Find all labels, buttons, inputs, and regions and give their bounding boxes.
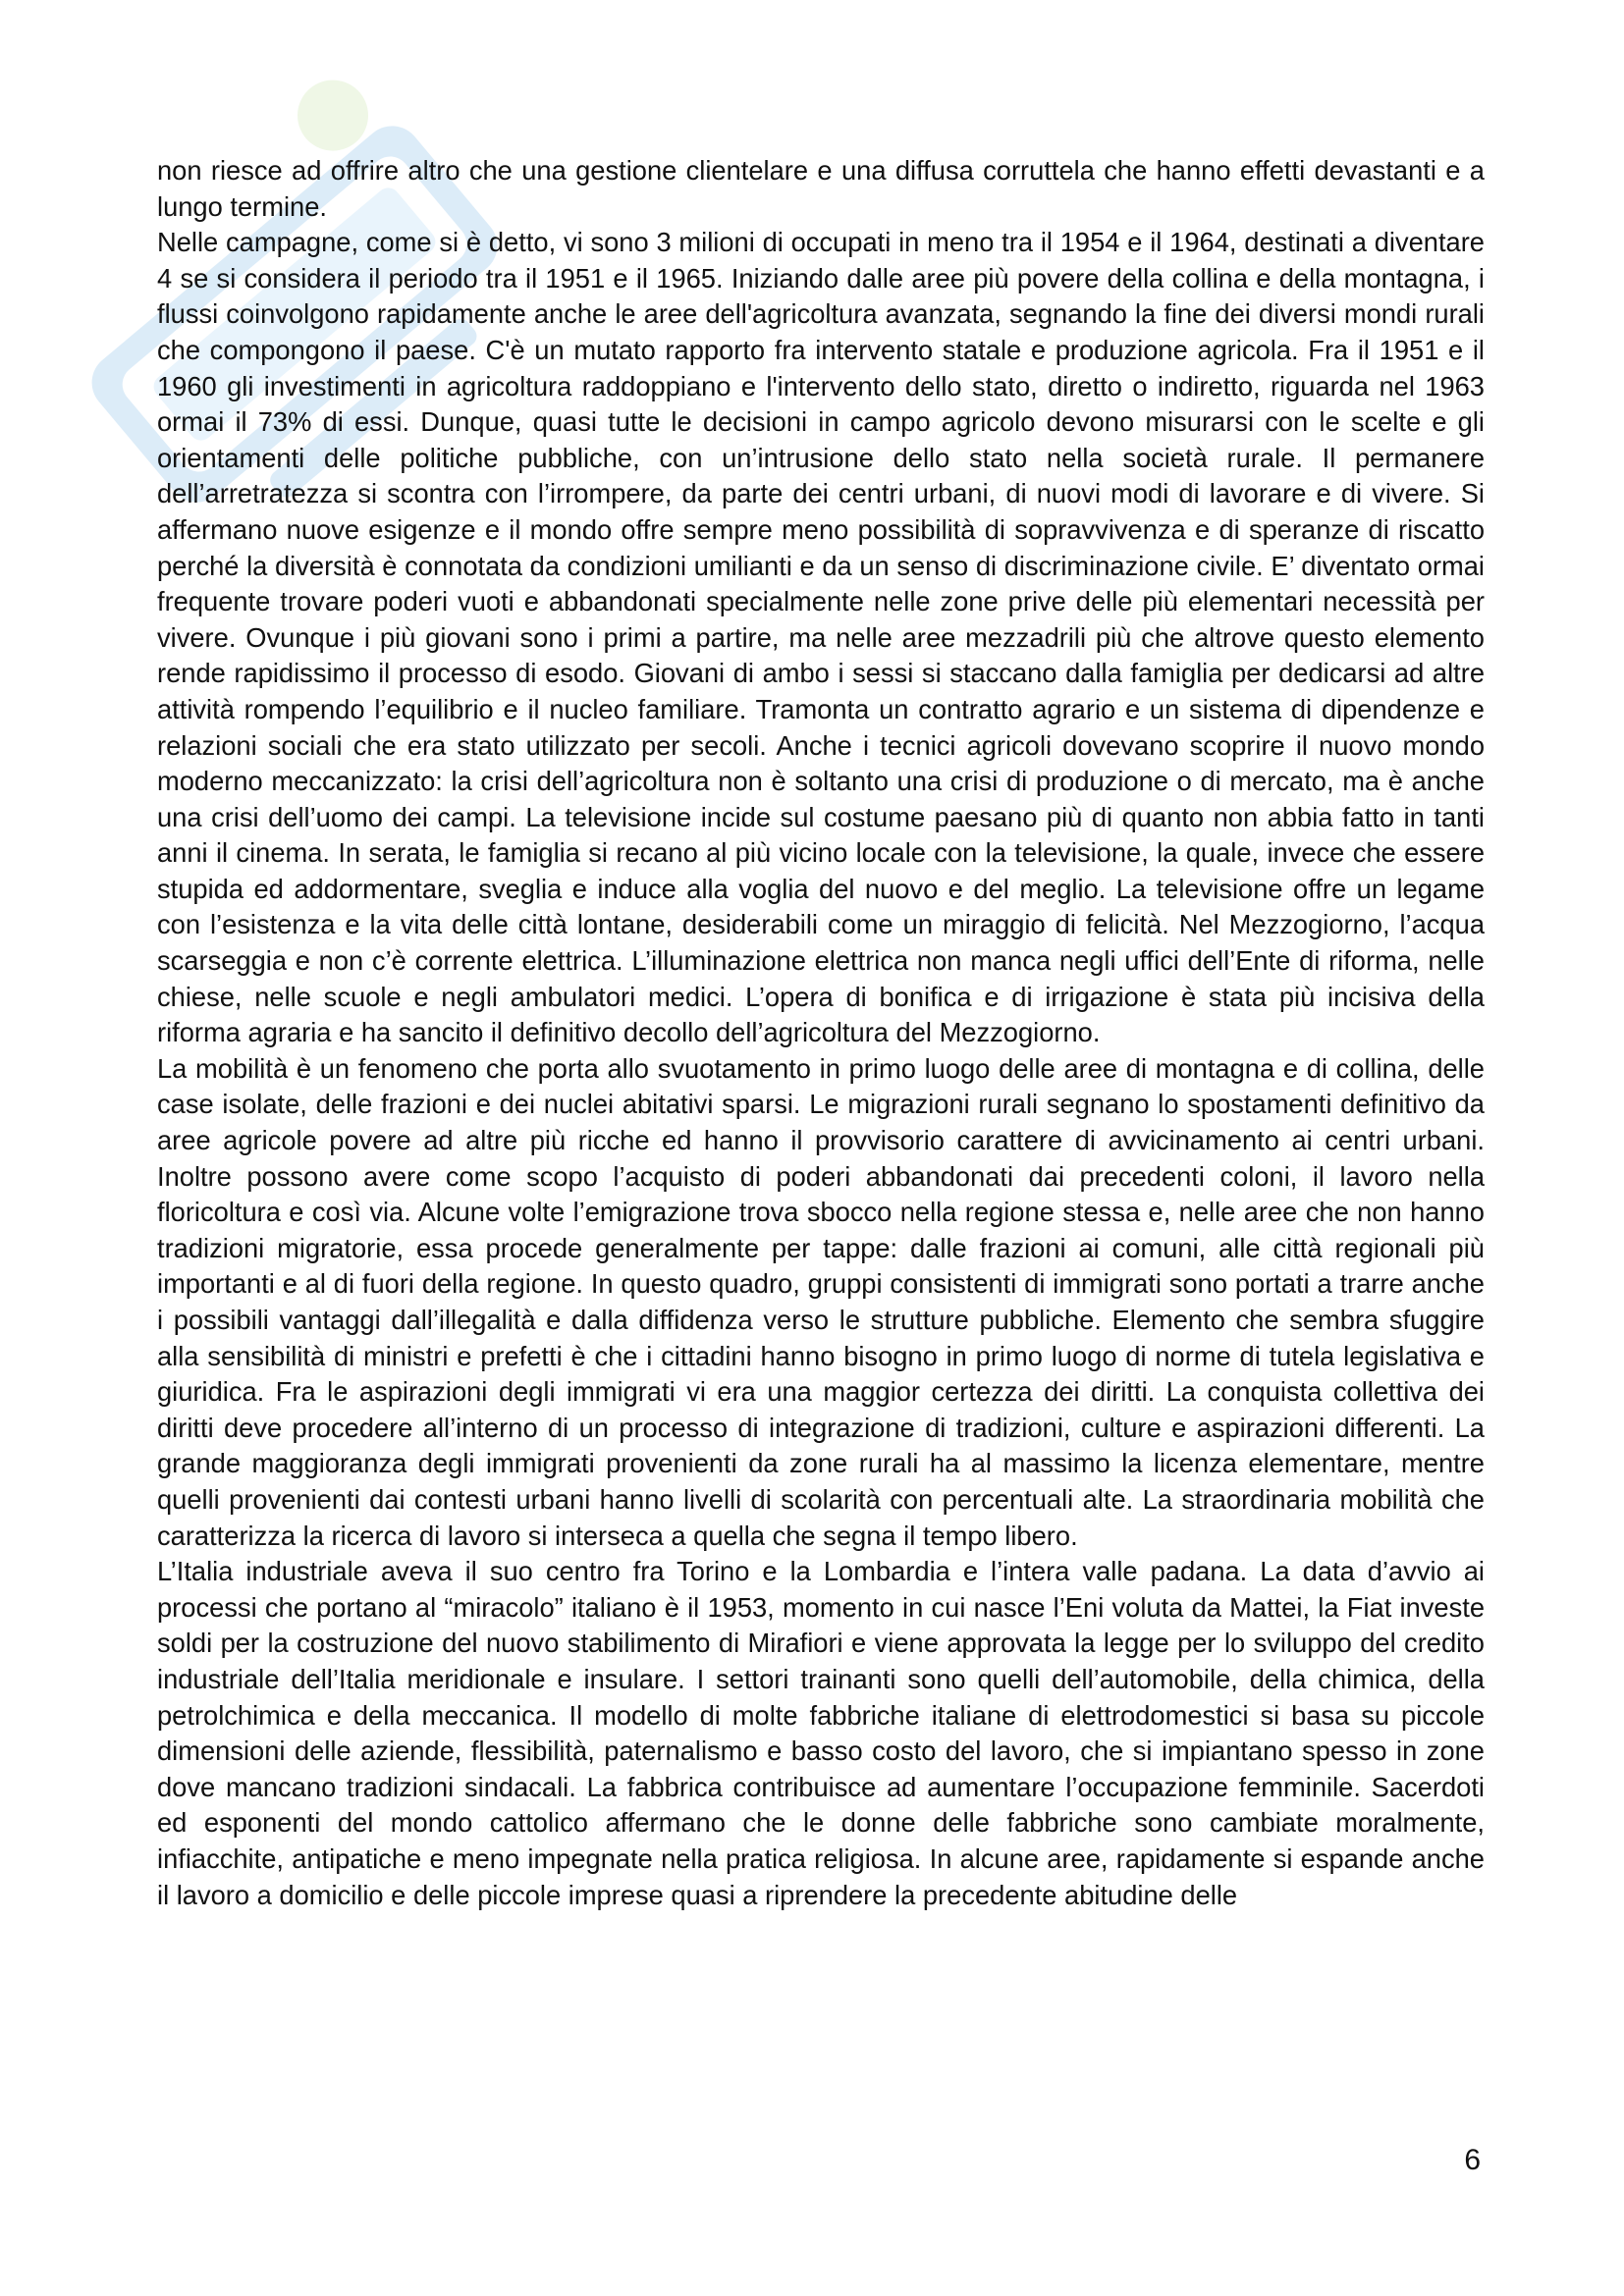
paragraph: non riesce ad offrire altro che una gestione clientelare e una diffusa corruttela che hanno effetti devastanti e a lungo termine. [157,155,1485,222]
page-number: 6 [1464,2144,1481,2176]
paragraph: Nelle campagne, come si è detto, vi sono 3 milioni di occupati in meno tra il 1954 e il 1964, destinati a diventare 4 se si considera il periodo tra il 1951 e il 1965. Iniziando dalle aree più povere della collina e della montagna, i flussi coinvolgono rapidamente anche le aree dell'agricoltura avanzata, segnando la fine dei diversi mondi rurali che compongono il paese. C'è un mutato rapporto fra intervento statale e produzione agricola. Fra il 1951 e il 1960 gli investimenti in agricoltura raddoppiano e l'intervento dello stato, diretto o indiretto, riguarda nel 1963 ormai il 73% di essi. Dunque, quasi tutte le decisioni in campo agricolo devono misurarsi con le scelte e gli orientamenti delle politiche pubbliche, con un’intrusione dello stato nella società rurale. Il permanere dell’arretratezza si scontra con l’irrompere, da parte dei centri urbani, di nuovi modi di lavorare e di vivere. Si affermano nuove esigenze e il mondo offre sempre meno possibilità di sopravvivenza e di speranze di riscatto perché la diversità è connotata da condizioni umilianti e da un senso di discriminazione civile. E’ diventato ormai frequente trovare poderi vuoti e abbandonati specialmente nelle zone prive delle più elementari necessità per vivere. Ovunque i più giovani sono i primi a partire, ma nelle aree mezzadrili più che altrove questo elemento rende rapidissimo il processo di esodo. Giovani di ambo i sessi si staccano dalla famiglia per dedicarsi ad altre attività rompendo l’equilibrio e il nucleo familiare. Tramonta un contratto agrario e un sistema di dipendenze e relazioni sociali che era stato utilizzato per secoli. Anche i tecnici agricoli dovevano scoprire il nuovo mondo moderno meccanizzato: la crisi dell’agricoltura non è soltanto una crisi di produzione o di mercato, ma è anche una crisi dell’uomo dei campi. La televisione incide sul costume paesano più di quanto non abbia fatto in tanti anni il cinema. In serata, le famiglia si recano al più vicino locale con la televisione, la quale, invece che essere stupida ed addormentare, sveglia e induce alla voglia del nuovo e del meglio. La televisione offre un legame con l’esistenza e la vita delle città lontane, desiderabili come un miraggio di felicità. Nel Mezzogiorno, l’acqua scarseggia e non c’è corrente elettrica. L’illuminazione elettrica non manca negli uffici dell’Ente di riforma, nelle chiese, nelle scuole e negli ambulatori medici. L’opera di bonifica e di irrigazione è stata più incisiva della riforma agraria e ha sancito il definitivo decollo dell’agricoltura del Mezzogiorno. [157,227,1485,1048]
paragraph: La mobilità è un fenomeno che porta allo svuotamento in primo luogo delle aree di montagna e di collina, delle case isolate, delle frazioni e dei nuclei abitativi sparsi. Le migrazioni rurali segnano lo spostamenti definitivo da aree agricole povere ad altre più ricche ed hanno il provvisorio carattere di avvicinamento ai centri urbani. Inoltre possono avere come scopo l’acquisto di poderi abbandonati dai precedenti coloni, il lavoro nella floricoltura e così via. Alcune volte l’emigrazione trova sbocco nella regione stessa e, nelle aree che non hanno tradizioni migratorie, essa procede generalmente per tappe: dalle frazioni ai comuni, alle città regionali più importanti e al di fuori della regione. In questo quadro, gruppi consistenti di immigrati sono portati a trarre anche i possibili vantaggi dall’illegalità e dalla diffidenza verso le strutture pubbliche. Elemento che sembra sfuggire alla sensibilità di ministri e prefetti è che i cittadini hanno bisogno in primo luogo di norme di tutela legislativa e giuridica. Fra le aspirazioni degli immigrati vi era una maggior certezza dei diritti. La conquista collettiva dei diritti deve procedere all’interno di un processo di integrazione di tradizioni, culture e aspirazioni differenti. La grande maggioranza degli immigrati provenienti da zone rurali ha al massimo la licenza elementare, mentre quelli provenienti dai contesti urbani hanno livelli di scolarità con percentuali alte. La straordinaria mobilità che caratterizza la ricerca di lavoro si interseca a quella che segna il tempo libero. [157,1052,1485,1551]
paragraph: L’Italia industriale aveva il suo centro fra Torino e la Lombardia e l’intera valle padana. La data d’avvio ai processi che portano al “miracolo” italiano è il 1953, momento in cui nasce l’Eni voluta da Mattei, la Fiat investe soldi per la costruzione del nuovo stabilimento di Mirafiori e viene approvata la legge per lo sviluppo del credito industriale dell’Italia meridionale e insulare. I settori trainanti sono quelli dell’automobile, della chimica, della petrolchimica e della meccanica. Il modello di molte fabbriche italiane di elettrodomestici si basa su piccole dimensioni delle aziende, flessibilità, paternalismo e basso costo del lavoro, che si impiantano spesso in zone dove mancano tradizioni sindacali. La fabbrica contribuisce ad aumentare l’occupazione femminile. Sacerdoti ed esponenti del mondo cattolico affermano che le donne delle fabbriche sono cambiate moralmente, infiacchite, antipatiche e meno impegnate nella pratica religiosa. In alcune aree, rapidamente si espande anche il lavoro a domicilio e delle piccole imprese quasi a riprendere la precedente abitudine delle [157,1556,1485,1910]
body-text [157,153,1485,1913]
